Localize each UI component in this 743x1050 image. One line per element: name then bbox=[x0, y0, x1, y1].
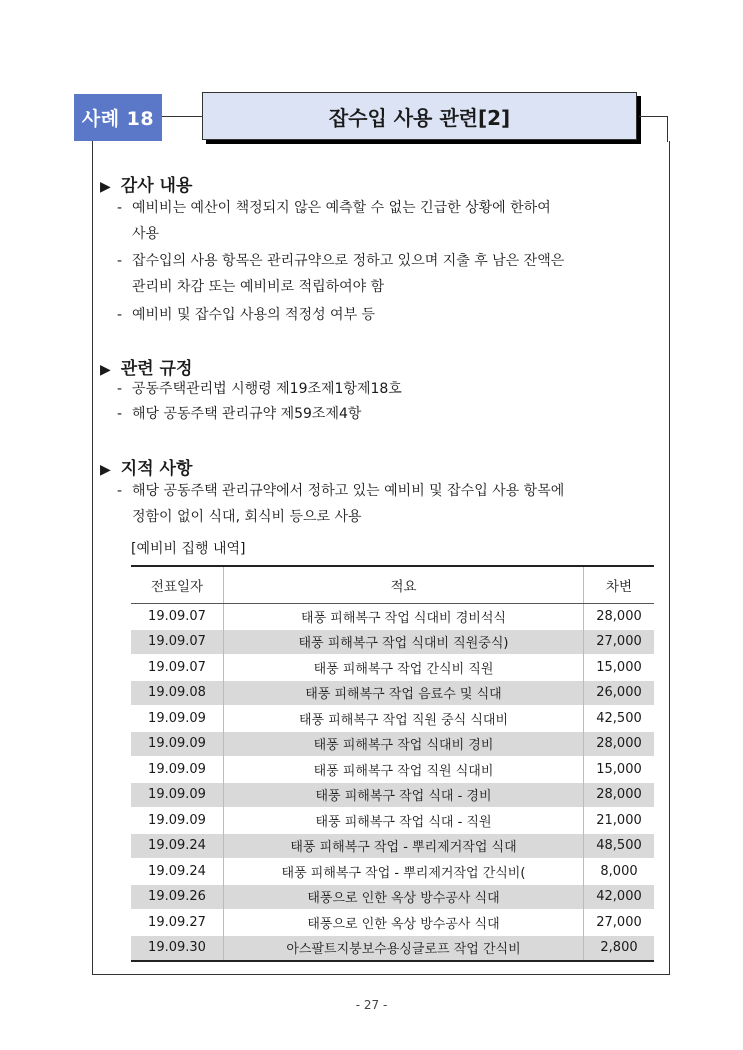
findings-item-1: - 해당 공동주택 관리규약에서 정하고 있는 예비비 및 잡수입 사용 항목에 정함이 없이 식대, 회식비 등으로 사용 bbox=[117, 478, 650, 530]
header-right-line bbox=[639, 116, 668, 117]
row-description-cell: 태풍 피해복구 작업 식대 - 경비 bbox=[224, 782, 584, 808]
row-debit-cell: 27,000 bbox=[584, 910, 655, 936]
table-row bbox=[131, 629, 654, 655]
table-row bbox=[131, 655, 654, 681]
triangle-bullet-icon: ▶ bbox=[100, 462, 111, 478]
row-date-cell: 19.09.09 bbox=[131, 808, 224, 834]
row-date-cell: 19.09.09 bbox=[131, 757, 224, 783]
table-row bbox=[131, 782, 654, 808]
section-findings-label: 지적 사항 bbox=[120, 459, 193, 479]
table-row bbox=[131, 884, 654, 910]
header-right-drop bbox=[667, 116, 668, 142]
table-row bbox=[131, 935, 654, 961]
rules-item-1-line1: 공동주택관리법 시행령 제19조제1항제18호 bbox=[132, 381, 402, 397]
row-debit-cell: 48,500 bbox=[584, 833, 655, 859]
table-row bbox=[131, 833, 654, 859]
audit-item-1: - 예비비는 예산이 책정되지 않은 예측할 수 없는 긴급한 상황에 한하여 사용 bbox=[117, 195, 650, 247]
row-debit-cell: 28,000 bbox=[584, 604, 655, 630]
table-row bbox=[131, 757, 654, 783]
row-date-cell: 19.09.09 bbox=[131, 706, 224, 732]
table-row bbox=[131, 859, 654, 885]
row-description-cell: 태풍 피해복구 작업 간식비 직원 bbox=[224, 655, 584, 681]
audit-item-3: - 예비비 및 잡수입 사용의 적정성 여부 등 bbox=[117, 307, 376, 323]
row-description-cell: 태풍 피해복구 작업 식대비 직원중식) bbox=[224, 629, 584, 655]
row-debit-cell: 8,000 bbox=[584, 859, 655, 885]
table-body bbox=[131, 604, 654, 962]
row-description-cell: 태풍 피해복구 작업 식대 - 직원 bbox=[224, 808, 584, 834]
row-debit-cell: 15,000 bbox=[584, 655, 655, 681]
row-debit-cell: 27,000 bbox=[584, 629, 655, 655]
row-debit-cell: 42,000 bbox=[584, 884, 655, 910]
row-date-cell: 19.09.07 bbox=[131, 604, 224, 630]
audit-item-1-line1: 예비비는 예산이 책정되지 않은 예측할 수 없는 긴급한 상황에 한하여 bbox=[132, 200, 551, 216]
case-title: 잡수입 사용 관련[2] bbox=[202, 92, 637, 140]
section-rules-label: 관련 규정 bbox=[120, 359, 193, 379]
table-row bbox=[131, 680, 654, 706]
triangle-bullet-icon: ▶ bbox=[100, 179, 111, 195]
table-row bbox=[131, 808, 654, 834]
case-number-badge: 사례 18 bbox=[74, 94, 162, 141]
table-row bbox=[131, 731, 654, 757]
row-date-cell: 19.09.07 bbox=[131, 655, 224, 681]
row-description-cell: 태풍 피해복구 작업 직원 식대비 bbox=[224, 757, 584, 783]
section-audit-title bbox=[100, 171, 192, 196]
audit-item-2: - 잡수입의 사용 항목은 관리규약으로 정하고 있으며 지출 후 남은 잔액은 관리비 차감 또는 예비비로 적립하여야 함 bbox=[117, 248, 650, 300]
header-connector-line bbox=[162, 116, 202, 117]
audit-item-3-line1: 예비비 및 잡수입 사용의 적정성 여부 등 bbox=[132, 307, 376, 323]
row-description-cell: 태풍 피해복구 작업 음료수 및 식대 bbox=[224, 680, 584, 706]
findings-item-1-line1: 해당 공동주택 관리규약에서 정하고 있는 예비비 및 잡수입 사용 항목에 bbox=[132, 483, 565, 499]
audit-item-2-line1: 잡수입의 사용 항목은 관리규약으로 정하고 있으며 지출 후 남은 잔액은 bbox=[132, 253, 565, 269]
row-description-cell: 태풍으로 인한 옥상 방수공사 식대 bbox=[224, 884, 584, 910]
table-header-row bbox=[131, 566, 654, 604]
table-row bbox=[131, 706, 654, 732]
rules-item-2: - 해당 공동주택 관리규약 제59조제4항 bbox=[117, 406, 362, 422]
row-description-cell: 태풍 피해복구 작업 - 뿌리제거작업 간식비( bbox=[224, 859, 584, 885]
row-description-cell: 태풍 피해복구 작업 식대비 경비석식 bbox=[224, 604, 584, 630]
row-date-cell: 19.09.27 bbox=[131, 910, 224, 936]
row-description-cell: 태풍 피해복구 작업 - 뿌리제거작업 식대 bbox=[224, 833, 584, 859]
row-date-cell: 19.09.09 bbox=[131, 731, 224, 757]
reserve-fund-table bbox=[131, 565, 654, 962]
section-findings-title bbox=[100, 454, 192, 479]
section-audit-label: 감사 내용 bbox=[120, 176, 193, 196]
row-debit-cell: 15,000 bbox=[584, 757, 655, 783]
row-date-cell: 19.09.30 bbox=[131, 935, 224, 961]
row-description-cell: 아스팔트지붕보수용싱글로프 작업 간식비 bbox=[224, 935, 584, 961]
row-debit-cell: 28,000 bbox=[584, 731, 655, 757]
table-row bbox=[131, 604, 654, 630]
header-date: 전표일자 bbox=[131, 566, 224, 604]
triangle-bullet-icon: ▶ bbox=[100, 362, 111, 378]
row-debit-cell: 26,000 bbox=[584, 680, 655, 706]
row-description-cell: 태풍으로 인한 옥상 방수공사 식대 bbox=[224, 910, 584, 936]
row-debit-cell: 28,000 bbox=[584, 782, 655, 808]
row-description-cell: 태풍 피해복구 작업 직원 중식 식대비 bbox=[224, 706, 584, 732]
header-description: 적요 bbox=[224, 566, 584, 604]
rules-item-2-line1: 해당 공동주택 관리규약 제59조제4항 bbox=[132, 406, 362, 422]
audit-item-1-line2: 사용 bbox=[132, 226, 160, 242]
row-date-cell: 19.09.24 bbox=[131, 833, 224, 859]
row-date-cell: 19.09.07 bbox=[131, 629, 224, 655]
table-row bbox=[131, 910, 654, 936]
header-debit: 차변 bbox=[584, 566, 655, 604]
row-date-cell: 19.09.08 bbox=[131, 680, 224, 706]
row-date-cell: 19.09.24 bbox=[131, 859, 224, 885]
table-caption: [예비비 집행 내역] bbox=[131, 541, 246, 557]
row-debit-cell: 42,500 bbox=[584, 706, 655, 732]
row-date-cell: 19.09.09 bbox=[131, 782, 224, 808]
row-description-cell: 태풍 피해복구 작업 식대비 경비 bbox=[224, 731, 584, 757]
row-date-cell: 19.09.26 bbox=[131, 884, 224, 910]
page-number: - 27 - bbox=[355, 998, 388, 1012]
rules-item-1: - 공동주택관리법 시행령 제19조제1항제18호 bbox=[117, 381, 402, 397]
audit-item-2-line2: 관리비 차감 또는 예비비로 적립하여야 함 bbox=[132, 279, 385, 295]
row-debit-cell: 2,800 bbox=[584, 935, 655, 961]
findings-item-1-line2: 정함이 없이 식대, 회식비 등으로 사용 bbox=[132, 509, 362, 525]
row-debit-cell: 21,000 bbox=[584, 808, 655, 834]
